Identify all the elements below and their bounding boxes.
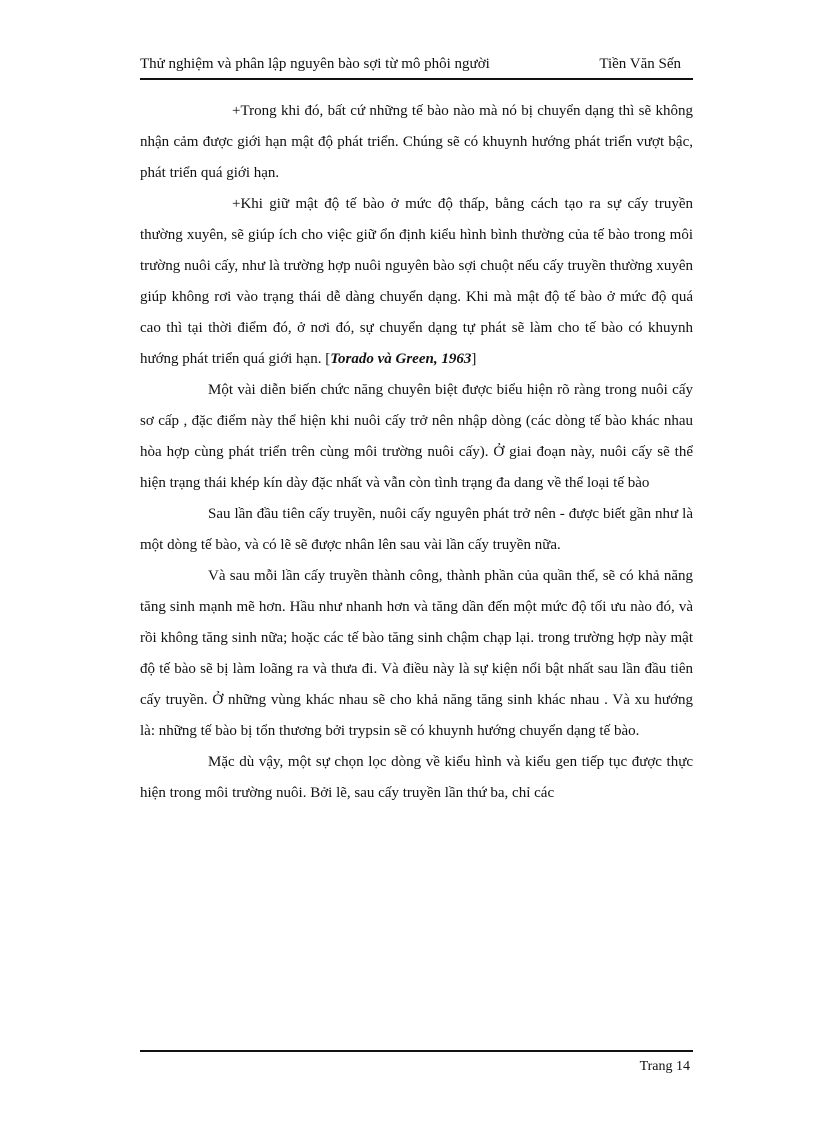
- paragraph-2-text: +Khi giữ mật độ tế bào ở mức độ thấp, bằng cách tạo ra sự cấy truyền thường xuyên, sẽ giúp ích cho việc giữ ổn định kiểu hình bình thường của tế bào trong môi trường nuôi cấy, như là trường hợp nuôi nguyên bào sợi chuột nếu cấy truyền thường xuyên giúp không rơi vào trạng thái dễ dàng chuyển dạng. Khi mà mật độ tế bào ở mức độ quá cao thì tại thời điểm đó, ở nơi đó, sự chuyển dạng tự phát sẽ làm cho tế bào có khuynh hướng phát triển quá giới hạn.: [140, 196, 693, 367]
- header-divider: [140, 78, 693, 80]
- citation-open-bracket: [: [325, 351, 331, 367]
- page-number: Trang 14: [639, 1059, 690, 1074]
- footer-divider: [140, 1050, 693, 1052]
- paragraph-5: Và sau mỗi lần cấy truyền thành công, thành phần của quần thể, sẽ có khả năng tăng sinh mạnh mẽ hơn. Hầu như nhanh hơn và tăng dần đến một mức độ tối ưu nào đó, và rồi không tăng sinh nữa; hoặc các tế bào tăng sinh chậm chạp lại. trong trường hợp này mật độ tế bào sẽ bị làm loãng ra và thưa đi. Và điều này là sự kiện nổi bật nhất sau lần đầu tiên cấy truyền. Ở những vùng khác nhau sẽ cho khả năng tăng sinh khác nhau . Và xu hướng là: những tế bào bị tổn thương bởi trypsin sẽ có khuynh hướng chuyển dạng tế bào.: [140, 568, 693, 739]
- paragraph-2: [140, 189, 693, 375]
- page-header: [140, 53, 693, 75]
- header-author: Tiền Văn Sến: [599, 56, 681, 72]
- paragraph-6: Mặc dù vậy, một sự chọn lọc dòng về kiểu hình và kiểu gen tiếp tục được thực hiện trong môi trường nuôi. Bởi lẽ, sau cấy truyền lần thứ ba, chỉ các: [140, 754, 693, 801]
- paragraph-3: Một vài diễn biến chức năng chuyên biệt được biểu hiện rõ ràng trong nuôi cấy sơ cấp , đặc điểm này thể hiện khi nuôi cấy trở nên nhập dòng (các dòng tế bào khác nhau hòa hợp cùng phát triển trên cùng môi trường nuôi cấy). Ở giai đoạn này, nuôi cấy sẽ thể hiện trạng thái khép kín dày đặc nhất và vẫn còn tình trạng đa dang về thể loại tế bào: [140, 382, 693, 491]
- citation: [325, 351, 476, 367]
- header-title: Thử nghiệm và phân lập nguyên bào sợi từ mô phôi người: [140, 56, 490, 72]
- paragraph-1: +Trong khi đó, bất cứ những tế bào nào mà nó bị chuyển dạng thì sẽ không nhận cảm được giới hạn mật độ phát triển. Chúng sẽ có khuynh hướng phát triển vượt bậc, phát triển quá giới hạn.: [140, 103, 693, 181]
- citation-author: Torado và Green, 1963: [330, 351, 472, 367]
- body-text: [140, 96, 693, 809]
- paragraph-4: Sau lần đầu tiên cấy truyền, nuôi cấy nguyên phát trở nên - được biết gần như là một dòng tế bào, và có lẽ sẽ được nhân lên sau vài lần cấy truyền nữa.: [140, 506, 693, 553]
- citation-close-bracket: ]: [471, 351, 477, 367]
